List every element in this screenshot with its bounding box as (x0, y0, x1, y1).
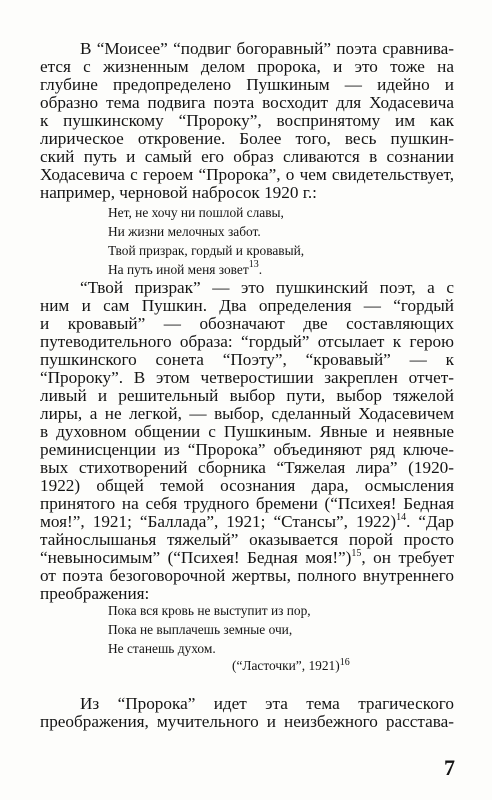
text-line: преображения, мучительного и неизбежного расстава- (40, 712, 454, 731)
text-line (40, 549, 454, 567)
text-line: В “Моисее” “подвиг богоравный” поэта сравнива- (80, 39, 454, 58)
paragraph-3 (40, 695, 454, 731)
verse-line: Не станешь духом. (108, 641, 216, 656)
paragraph-1 (40, 40, 454, 202)
text-fragment: . “Дар (406, 512, 454, 531)
text-line: ливый и решительный выбор пути, выбор тяжелой (40, 386, 454, 405)
text-fragment: от (40, 566, 63, 585)
verse-line-text: На путь иной меня зовет (108, 262, 249, 277)
text-line: путеводительного образа: “гордый” отсылает к герою (40, 332, 454, 351)
text-line: преображения: (40, 584, 150, 603)
verse-line: Пока не выплачешь земные очи, (108, 622, 293, 637)
verse-line: На путь иной меня зовет$^{13}$. (108, 259, 263, 277)
text-line: например, черновой набросок 1920 г.: (40, 183, 317, 202)
text-line (40, 567, 454, 585)
footnote-ref: 14 (396, 512, 407, 523)
text-line: ним и сам Пушкин. Два определения — “гордый (40, 296, 454, 315)
verse-line: Пока вся кровь не выступит из пор, (108, 603, 311, 618)
verse-line: Ни жизни мелочных забот. (108, 224, 261, 239)
text-line (40, 513, 454, 531)
paragraph-2 (40, 279, 454, 603)
text-line: в духовном общении с Пушкиным. Явные и неявные (40, 422, 454, 441)
attribution-text: (“Ласточки”, 1921) (232, 658, 340, 673)
footnote-ref: 13 (248, 259, 259, 270)
text-line: принятого на себя трудного бремени (“Психея! Бедная (40, 494, 454, 513)
verse-quote-2 (108, 601, 311, 658)
verse-line: Твой призрак, гордый и кровавый, (108, 243, 305, 258)
text-fragment: “невыносимым” (“Психея! Бедная моя!”) (40, 548, 352, 567)
text-line: Ходасевича с героем “Пророка”, о чем свидетельствует, (40, 165, 454, 184)
text-line: глубине предопределено Пушкиным — идейно и (40, 75, 454, 94)
text-line: лирическое откровение. Более того, весь пушкин- (40, 129, 454, 148)
text-line: пушкинского сонета “Поэту”, “кровавый” — к (40, 350, 454, 369)
text-line: и кровавый” — обозначают две составляющих (40, 314, 454, 333)
verse-attribution (232, 658, 350, 674)
text-fragment: , он требует (361, 548, 454, 567)
text-line: ский путь и самый его образ сливаются в сознании (40, 147, 454, 166)
footnote-ref: 16 (339, 657, 350, 668)
text-line: реминисценции из “Пророка” объединяют ряд ключе- (40, 440, 454, 459)
text-fragment: поэта безоговорочной жертвы, полного внутреннего (62, 566, 454, 585)
text-line: Из “Пророка” идет эта тема трагического (80, 694, 454, 713)
text-line: 1922) общей темой осознания дара, осмысления (40, 476, 454, 495)
text-line: образно тема подвига поэта восходит для Ходасевича (40, 93, 454, 112)
text-line: тайнослышанья тяжелый” оказывается порой просто (40, 530, 454, 549)
verse-quote-1 (108, 203, 304, 279)
text-line: “Твой призрак” — это пушкинский поэт, а с (80, 278, 454, 297)
text-line: к пушкинскому “Пророку”, воспринятому им как (40, 111, 454, 130)
footnote-ref: 15 (351, 548, 362, 559)
text-line: лиры, а не легкой, — выбор, сделанный Ходасевичем (40, 404, 454, 423)
text-line: “Пророку”. В этом четверостишии закреплен отчет- (40, 368, 454, 387)
page-number: 7 (444, 755, 455, 780)
text-line: ется с жизненным делом пророка, и это тоже на (40, 57, 454, 76)
text-line: вых стихотворений сборника “Тяжелая лира” (1920- (40, 458, 454, 477)
verse-line: Нет, не хочу ни пошлой славы, (108, 205, 284, 220)
text-fragment: моя!”, 1921; “Баллада”, 1921; “Стансы”, 1922) (40, 512, 397, 531)
